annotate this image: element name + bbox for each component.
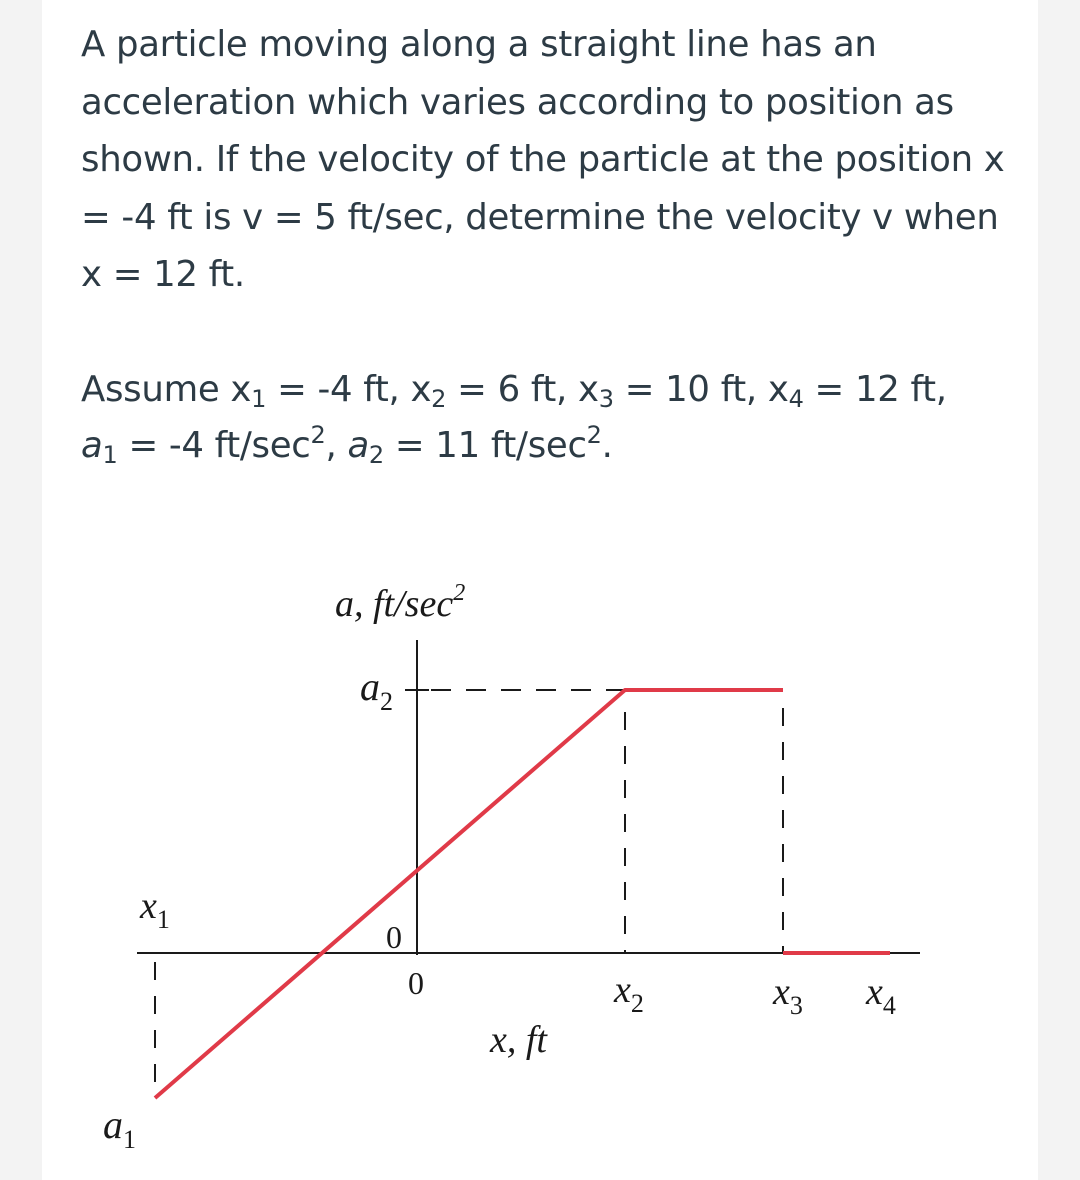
- a2-value: = 11 ft/sec: [383, 425, 587, 466]
- x-axis-label: x, ft: [490, 1019, 547, 1061]
- x2-sub: 2: [431, 385, 447, 413]
- x4-value: = 12 ft,: [803, 369, 947, 410]
- a1-label: $a_1$: [103, 1102, 136, 1154]
- a2-exp: 2: [586, 421, 602, 449]
- separator: ,: [325, 425, 348, 466]
- x4-sub: 4: [788, 385, 804, 413]
- x2-value: = 6 ft,: [446, 369, 579, 410]
- x3-sub: 3: [598, 385, 614, 413]
- end-period: .: [601, 425, 613, 466]
- x3-label: $x_3$: [773, 971, 803, 1020]
- zero-y-label: 0: [386, 919, 402, 955]
- zero-x-label: 0: [408, 965, 424, 1001]
- x2-var: x: [410, 369, 432, 410]
- a1-value: = -4 ft/sec: [117, 425, 311, 466]
- acceleration-series-line: [155, 690, 783, 1098]
- x4-var: x: [767, 369, 789, 410]
- a1-exp: 2: [310, 421, 326, 449]
- x3-var: x: [578, 369, 599, 410]
- a2-var: a: [347, 425, 369, 466]
- x1-sub: 1: [251, 385, 267, 413]
- x1-var: x: [230, 369, 252, 410]
- x4-label: $x_4$: [866, 971, 896, 1020]
- a1-var: a: [81, 425, 103, 466]
- x2-label: $x_2$: [614, 969, 644, 1018]
- problem-statement: A particle moving along a straight line has an acceleration which varies according to position as shown. If the velocity of the particle at the position x = -4 ft is v = 5 ft/sec, determine the velocity v when x = 12 ft.: [81, 24, 1005, 295]
- y-axis-label: a, $ft/\sec^2$: [335, 580, 466, 625]
- x1-label: $x_1$: [140, 885, 170, 934]
- assume-prefix: Assume: [81, 369, 231, 410]
- a2-label: $a_2$: [360, 664, 393, 716]
- x1-value: = -4 ft,: [266, 369, 411, 410]
- a2-sub: 2: [368, 441, 384, 469]
- x3-value: = 10 ft,: [613, 369, 768, 410]
- a1-sub: 1: [102, 441, 118, 469]
